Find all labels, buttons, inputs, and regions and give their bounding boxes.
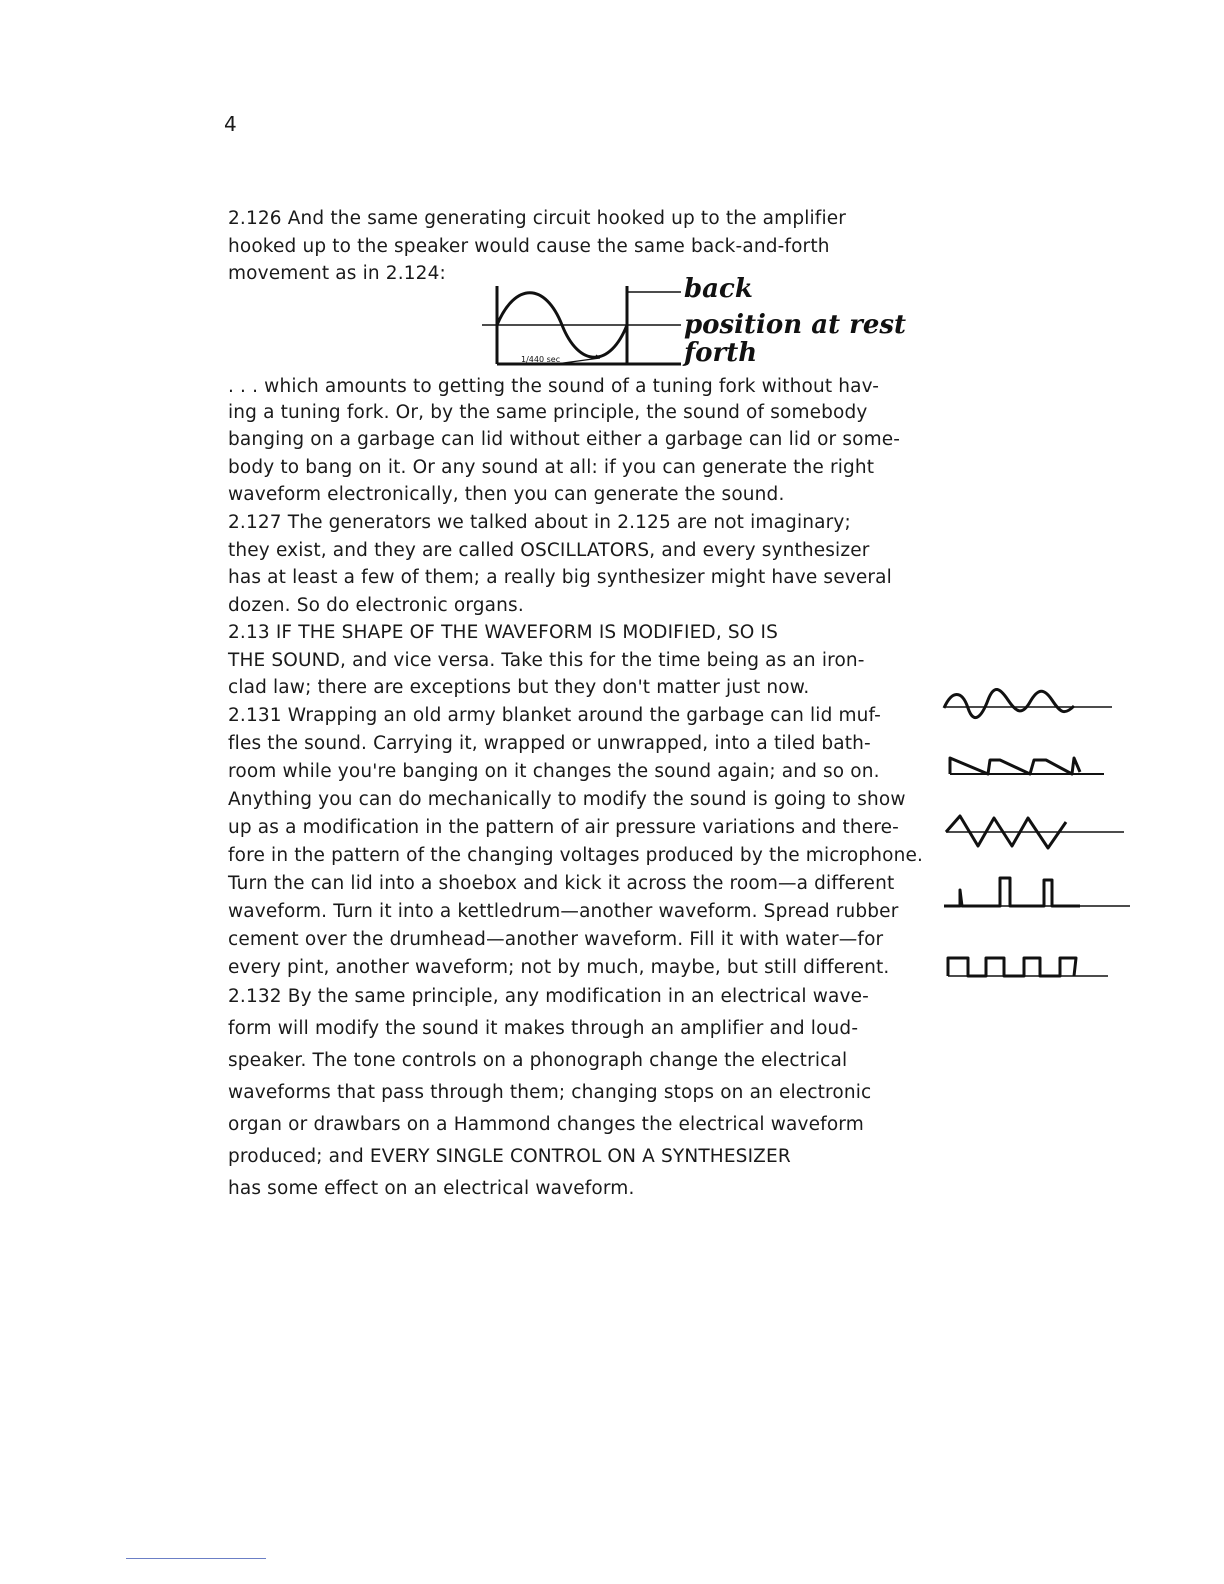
text-line: movement as in 2.124:: [228, 263, 446, 284]
text-line: Anything you can do mechanically to modify the sound is going to show: [228, 789, 906, 810]
text-line: produced; and EVERY SINGLE CONTROL ON A SYNTHESIZER: [228, 1146, 791, 1167]
sawtooth-wave-icon: [950, 758, 1104, 774]
text-line: ing a tuning fork. Or, by the same principle, the sound of somebody: [228, 402, 868, 423]
text-line: they exist, and they are called OSCILLATORS, and every synthesizer: [228, 540, 870, 561]
page-number: 4: [224, 112, 237, 136]
text-line: THE SOUND, and vice versa. Take this for the time being as an iron-: [228, 650, 865, 671]
text-line: . . . which amounts to getting the sound of a tuning fork without hav-: [228, 376, 880, 397]
label-forth: forth: [684, 338, 758, 368]
text-line: clad law; there are exceptions but they don't matter just now.: [228, 677, 810, 698]
text-line: body to bang on it. Or any sound at all: if you can generate the right: [228, 457, 875, 478]
pulse-wave-icon: [944, 878, 1130, 906]
text-line: speaker. The tone controls on a phonograph change the electrical: [228, 1050, 848, 1071]
text-line: room while you're banging on it changes the sound again; and so on.: [228, 761, 880, 782]
text-line: has at least a few of them; a really big synthesizer might have several: [228, 567, 892, 588]
label-position-at-rest: position at rest: [684, 310, 907, 340]
text-line: every pint, another waveform; not by much, maybe, but still different.: [228, 957, 890, 978]
text-line: 2.13 IF THE SHAPE OF THE WAVEFORM IS MODIFIED, SO IS: [228, 622, 779, 643]
text-line: cement over the drumhead—another waveform. Fill it with water—for: [228, 929, 884, 950]
text-line: waveforms that pass through them; changing stops on an electronic: [228, 1082, 872, 1103]
footnote-rule: [126, 1558, 266, 1559]
text-line: 2.127 The generators we talked about in 2.125 are not imaginary;: [228, 512, 851, 533]
text-line: Turn the can lid into a shoebox and kick it across the room—a different: [228, 873, 895, 894]
sine-wave-icon: [944, 689, 1112, 717]
text-line: 2.126 And the same generating circuit hooked up to the amplifier: [228, 208, 847, 229]
text-line: dozen. So do electronic organs.: [228, 595, 524, 616]
text-line: up as a modification in the pattern of air pressure variations and there-: [228, 817, 900, 838]
text-line: fore in the pattern of the changing voltages produced by the microphone.: [228, 845, 924, 866]
text-line: waveform. Turn it into a kettledrum—another waveform. Spread rubber: [228, 901, 899, 922]
text-line: waveform electronically, then you can generate the sound.: [228, 484, 785, 505]
text-line: 2.132 By the same principle, any modification in an electrical wave-: [228, 986, 869, 1007]
triangle-wave-icon: [946, 816, 1124, 848]
text-line: 2.131 Wrapping an old army blanket around the garbage can lid muf-: [228, 705, 882, 726]
square-wave-icon: [948, 958, 1108, 976]
text-line: form will modify the sound it makes through an amplifier and loud-: [228, 1018, 859, 1039]
text-line: hooked up to the speaker would cause the same back-and-forth: [228, 236, 830, 257]
text-line: has some effect on an electrical waveform.: [228, 1178, 635, 1199]
text-line: fles the sound. Carrying it, wrapped or unwrapped, into a tiled bath-: [228, 733, 871, 754]
label-back: back: [684, 274, 753, 304]
text-line: banging on a garbage can lid without either a garbage can lid or some-: [228, 429, 901, 450]
text-line: organ or drawbars on a Hammond changes the electrical waveform: [228, 1114, 864, 1135]
period-label: 1/440 sec: [521, 355, 561, 364]
